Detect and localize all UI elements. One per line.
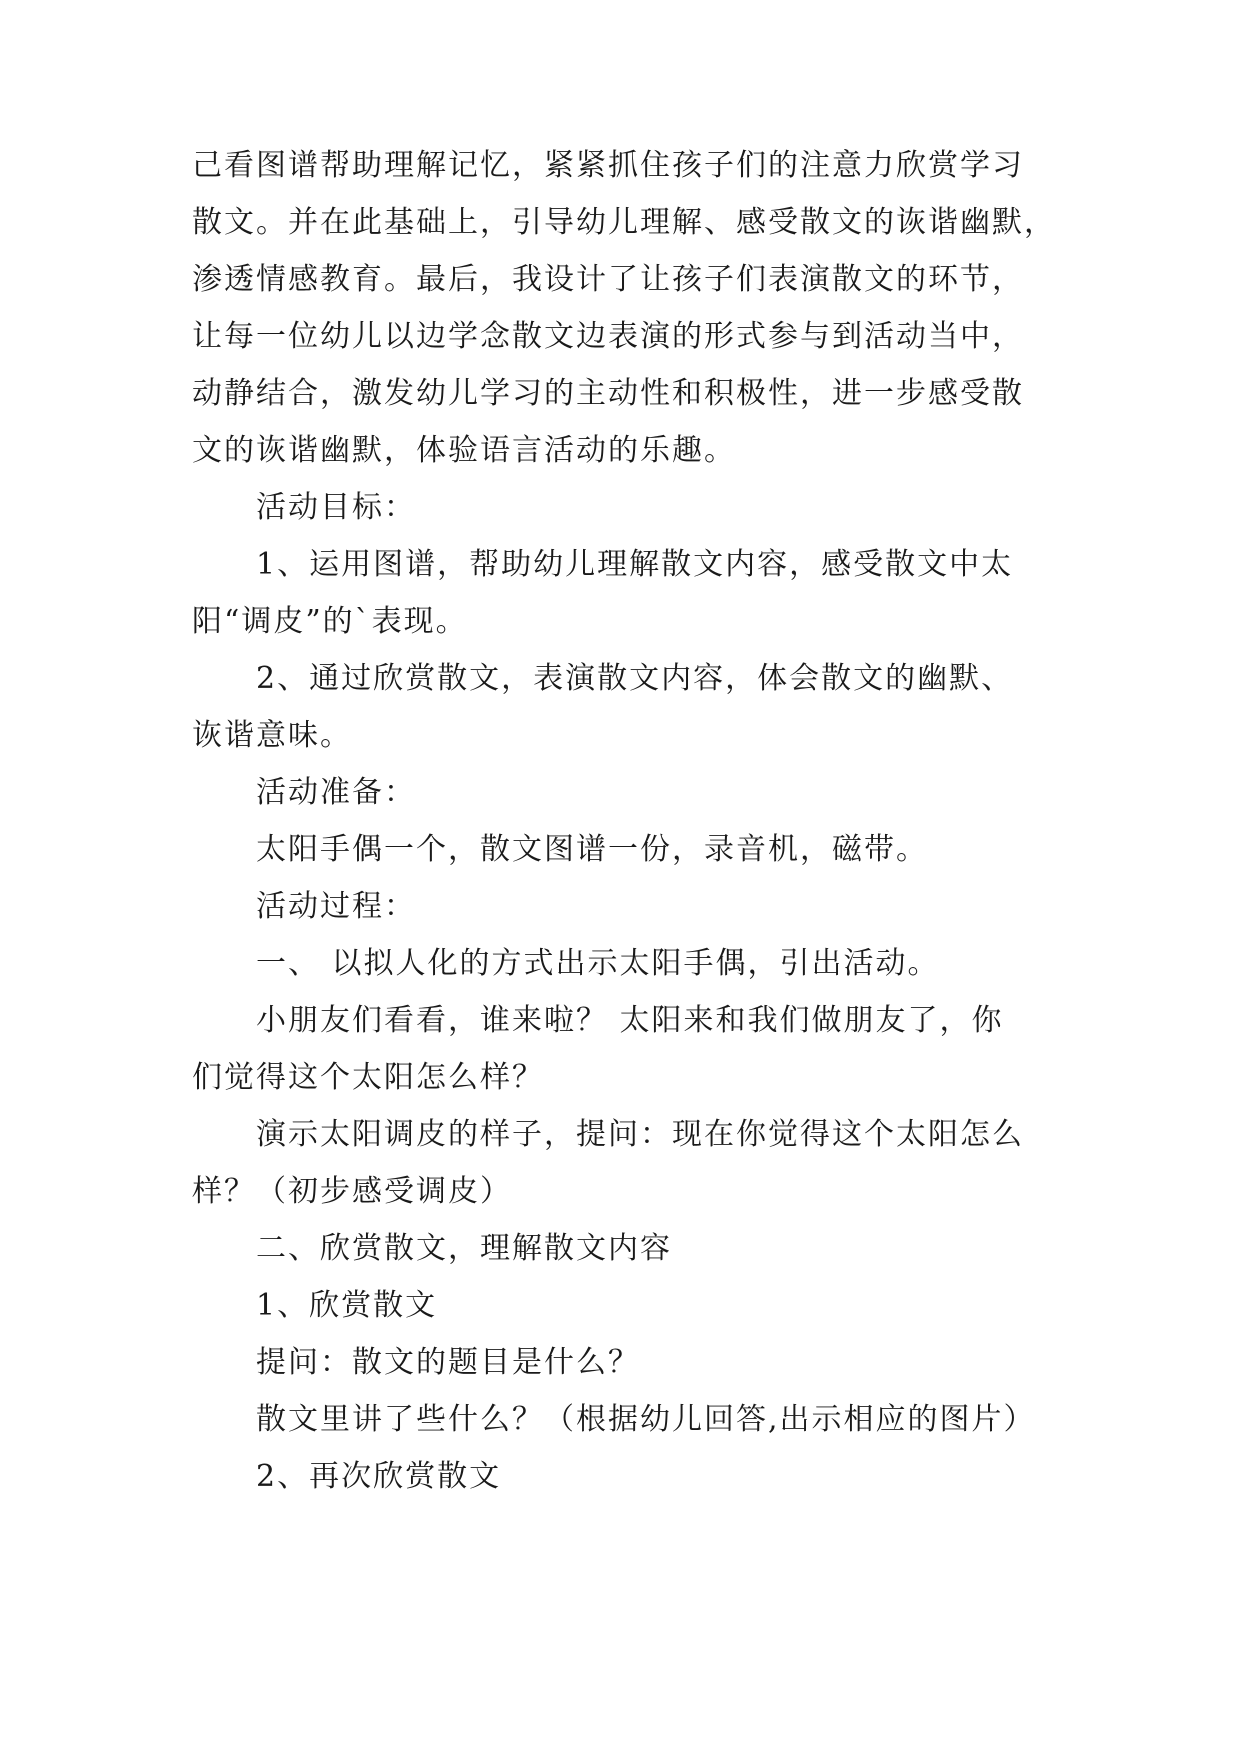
text-line: 二、欣赏散文，理解散文内容 — [256, 1231, 672, 1266]
section-heading: 活动过程： — [256, 889, 416, 924]
text-line: 让每一位幼儿以边学念散文边表演的形式参与到活动当中， — [192, 319, 1024, 354]
section-heading: 活动准备： — [256, 775, 416, 810]
text-line: 1、欣赏散文 — [256, 1288, 438, 1323]
text-line: 提问：散文的题目是什么？ — [256, 1345, 640, 1380]
text-line: 散文里讲了些什么？（根据幼儿回答,出示相应的图片） — [256, 1402, 1036, 1437]
text-line: 演示太阳调皮的样子，提问：现在你觉得这个太阳怎么 — [256, 1117, 1024, 1152]
text-line: 太阳手偶一个，散文图谱一份，录音机，磁带。 — [256, 832, 928, 867]
text-line: 己看图谱帮助理解记忆，紧紧抓住孩子们的注意力欣赏学习 — [192, 148, 1024, 183]
text-line: 散文。并在此基础上，引导幼儿理解、感受散文的诙谐幽默， — [192, 205, 1056, 240]
section-heading: 活动目标： — [256, 490, 416, 525]
text-line: 动静结合，激发幼儿学习的主动性和积极性，进一步感受散 — [192, 376, 1024, 411]
text-line: 小朋友们看看，谁来啦？ 太阳来和我们做朋友了，你 — [256, 1003, 1004, 1038]
text-line: 样？（初步感受调皮） — [192, 1174, 512, 1209]
text-line: 1、运用图谱，帮助幼儿理解散文内容，感受散文中太 — [256, 547, 1014, 582]
text-line: 阳“调皮”的`表现。 — [192, 604, 468, 639]
text-line: 2、通过欣赏散文，表演散文内容，体会散文的幽默、 — [256, 661, 1014, 696]
text-line: 2、再次欣赏散文 — [256, 1459, 502, 1494]
text-line: 们觉得这个太阳怎么样？ — [192, 1060, 544, 1095]
text-line: 渗透情感教育。最后，我设计了让孩子们表演散文的环节， — [192, 262, 1024, 297]
text-line: 诙谐意味。 — [192, 718, 352, 753]
text-line: 文的诙谐幽默，体验语言活动的乐趣。 — [192, 433, 736, 468]
text-line: 一、 以拟人化的方式出示太阳手偶，引出活动。 — [256, 946, 940, 981]
